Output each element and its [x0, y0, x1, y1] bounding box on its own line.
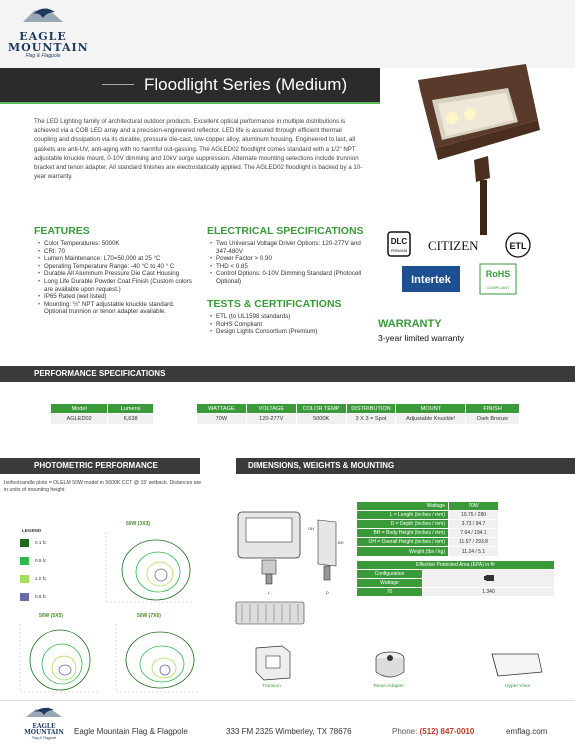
table-cell: Weight (lbs / kg): [357, 547, 449, 556]
logo-text-eagle: EAGLE: [19, 30, 67, 43]
performance-heading: PERFORMANCE SPECIFICATIONS: [34, 369, 166, 378]
plot-label-3x3: 50W (3X3): [126, 521, 150, 527]
table-header: MOUNT: [396, 404, 466, 414]
intertek-logo: [402, 266, 460, 292]
photometric-caption: Isofootcandle plots = OLELM 50W model in 5000K CCT @ 15' setback. Distances are in units of mounting height: [4, 480, 202, 493]
isofootcandle-plot-5x5: [14, 620, 104, 696]
svg-text:D: D: [326, 590, 329, 595]
plot-label-5x5: 50W (5X5): [39, 613, 63, 619]
table-cell: Wattage: [357, 579, 423, 588]
footer-logo-mountain: MOUNTAIN: [24, 729, 64, 736]
table-cell: Adjustable Knuckle¹: [396, 414, 466, 425]
citizen-logo: CITIZEN: [428, 238, 479, 253]
table-header: FINISH: [466, 404, 520, 414]
table-cell: 1.340: [423, 588, 555, 597]
list-item: • Long Life Durable Powder Coat Finish (Custom colors are available upon request.): [38, 278, 198, 293]
electrical-list: [210, 240, 370, 286]
list-item: • Color Temperatures: 5000K: [38, 240, 198, 248]
footer-logo-eagle: EAGLE: [32, 723, 56, 730]
legend-item: [20, 557, 46, 565]
legend-label: 0.5 fc: [35, 558, 47, 564]
table-cell: 5000K: [296, 414, 346, 425]
intro-paragraph: The LED Lighting family of architectural outdoor products. Excellent optical performance in multiple distributions is achieved via a COB LED array and a precision-engineered reflector. LED life is assured through efficient thermal coupling and dissipation via its durable, pressure die-cast, low-copper alloy, aluminum housing. Engineered to last, all gaskets are anti-UV, anti-aging with no harmful out-gassing. The AGLED02 floodlight comes standard with a 1/2" NPT adjustable knuckle mount, 0-10V dimming and 10kV surge suppression. Alternate mounting selections include trunnion bracket and tenon adapter. All standard finishes are electrostatically applied. The AGLED02 floodlight is backed by a 10-year warranty.: [34, 118, 363, 181]
list-item: • Control Options: 0-10V Dimming Standard (Photocell Optional): [210, 270, 370, 285]
title-accent-line: [0, 102, 380, 104]
legend-label: 0.6 fc: [35, 594, 47, 600]
svg-text:PREMIUM: PREMIUM: [390, 249, 408, 253]
svg-text:OH: OH: [308, 526, 314, 531]
footer-company: Eagle Mountain Flag & Flagpole: [74, 727, 188, 736]
trunnion-image: [252, 642, 294, 682]
fixture-top-view: [234, 600, 306, 626]
floodlight-product-image: [408, 60, 548, 245]
tests-list: [210, 313, 370, 336]
table-row: [357, 502, 499, 511]
rohs-logo: [480, 264, 516, 294]
svg-text:ETL: ETL: [509, 241, 527, 251]
accessory-label-upper-visor: Upper Visor: [505, 684, 531, 689]
table-header: Lumens: [108, 404, 154, 414]
table-row: [357, 588, 555, 597]
epa-heading: Effective Protected Area (EPA) in ft²: [357, 561, 555, 570]
electrical-heading: ELECTRICAL SPECIFICATIONS: [207, 225, 364, 237]
table-cell: 11.57 / 293.8: [449, 538, 499, 547]
table-row: [357, 529, 499, 538]
table-cell: D = Depth (inches / mm): [357, 520, 449, 529]
legend-item: [20, 593, 46, 601]
table-cell: 70W: [197, 414, 247, 425]
table-row: [357, 520, 499, 529]
table-cell: 3.73 / 94.7: [449, 520, 499, 529]
upper-visor-image: [488, 648, 546, 682]
company-logo: [8, 4, 89, 59]
list-item: • Mounting: ½" NPT adjustable knuckle standard. Optional trunnion or tenon adapter available.: [38, 301, 198, 316]
list-item: • Design Lights Consortium (Premium): [210, 328, 370, 336]
legend-swatch: [20, 557, 29, 565]
table-cell: AGLED02: [51, 414, 108, 425]
table-cell: BH = Body Height (inches / mm): [357, 529, 449, 538]
performance-band: [0, 366, 575, 382]
features-heading: FEATURES: [34, 225, 90, 237]
table-cell: 3 X 3 = Spot: [346, 414, 396, 425]
page-footer: [0, 700, 575, 744]
phone-label: Phone:: [392, 727, 418, 736]
legend-swatch: [20, 575, 29, 583]
footer-website-link[interactable]: emflag.com: [506, 727, 548, 736]
tenon-adapter-image: [372, 648, 408, 684]
table-row: [357, 547, 499, 556]
list-item: • ETL (to UL1598 standards): [210, 313, 370, 321]
svg-text:BH: BH: [338, 540, 344, 545]
table-cell: 120-277V: [246, 414, 296, 425]
table-header: Model: [51, 404, 108, 414]
table-row: [197, 414, 520, 425]
dimensions-band: [236, 458, 575, 474]
footer-phone[interactable]: [392, 727, 474, 736]
table-row: [357, 538, 499, 547]
svg-text:Intertek: Intertek: [411, 274, 451, 286]
table-cell: Configuration: [357, 570, 423, 579]
eagle-icon: [21, 4, 65, 26]
list-item: • Operating Temperature Range: -40 °C to 40 ° C: [38, 263, 198, 271]
table-row: [357, 511, 499, 520]
svg-text:DLC: DLC: [390, 237, 408, 246]
legend-label: 1.0 fc: [35, 576, 47, 582]
legend-label: 0.1 fc: [35, 540, 47, 546]
table-cell: OH = Overall Height (inches / mm): [357, 538, 449, 547]
table-row: [357, 570, 555, 579]
table-header: COLOR TEMP: [296, 404, 346, 414]
dimensions-heading: DIMENSIONS, WEIGHTS & MOUNTING: [248, 461, 395, 470]
logo-text-mountain: MOUNTAIN: [8, 41, 89, 54]
table-header: DISTRIBUTION: [346, 404, 396, 414]
legend-item: [20, 539, 46, 547]
footer-address: 333 FM 2325 Wimberley, TX 78676: [226, 727, 352, 736]
table-cell: L = Length (inches / mm): [357, 511, 449, 520]
list-item: • Durable All Aluminum Pressure Die Cast Housing: [38, 270, 198, 278]
list-item: • RoHS Compliant: [210, 321, 370, 329]
etl-logo: [506, 233, 530, 257]
title-bar: [0, 68, 380, 102]
certification-logos: [384, 228, 554, 298]
table-cell: 70W: [449, 502, 499, 511]
isofootcandle-plot-7x6: [110, 620, 202, 696]
table-header: VOLTAGE: [246, 404, 296, 414]
features-list: [38, 240, 198, 316]
warranty-heading: WARRANTY: [378, 318, 442, 330]
dimensions-table: [356, 501, 499, 557]
photometric-band: [0, 458, 200, 474]
table-cell: Dark Bronze: [466, 414, 520, 425]
isofootcandle-plot-3x3: [100, 528, 198, 606]
legend-heading: LEGEND: [22, 528, 42, 533]
tests-heading: TESTS & CERTIFICATIONS: [207, 298, 342, 310]
table-cell: 70: [357, 588, 423, 597]
table-cell: 6,638: [108, 414, 154, 425]
table-cell: 10.75 / 280: [449, 511, 499, 520]
model-table: [50, 403, 154, 425]
specs-table: [196, 403, 520, 425]
page-header: [0, 0, 575, 68]
legend-item: [20, 575, 46, 583]
table-cell: 11.24 / 5.1: [449, 547, 499, 556]
eagle-icon: [24, 705, 64, 719]
table-cell: Wattage: [357, 502, 449, 511]
list-item: • THD < 0.85: [210, 263, 370, 271]
fixture-drawing: [232, 500, 350, 598]
page-title: Floodlight Series (Medium): [144, 75, 348, 94]
svg-text:L: L: [268, 590, 271, 595]
table-cell: 7.64 / 194.1: [449, 529, 499, 538]
logo-tagline: Flag & Flagpole: [25, 53, 61, 59]
legend-swatch: [20, 593, 29, 601]
list-item: • CRI: 70: [38, 248, 198, 256]
list-item: • Power Factor > 0.90: [210, 255, 370, 263]
footer-logo: [24, 705, 64, 740]
photometric-heading: PHOTOMETRIC PERFORMANCE: [34, 461, 158, 470]
footer-logo-tagline: Flag & Flagpole: [31, 736, 57, 740]
dlc-logo: [388, 232, 410, 256]
legend-swatch: [20, 539, 29, 547]
epa-config-icon: [423, 570, 555, 588]
phone-number[interactable]: (512) 847-0010: [419, 727, 475, 736]
list-item: • Lumen Maintenance: L70=50,000 at 25 °C: [38, 255, 198, 263]
table-row: [51, 414, 154, 425]
svg-text:RoHS: RoHS: [485, 269, 511, 279]
warranty-text: 3-year limited warranty: [378, 333, 464, 343]
accessory-label-tenon-adapter: Tenon Adapter: [373, 684, 404, 689]
svg-text:COMPLIANT: COMPLIANT: [486, 285, 510, 290]
accessory-label-trunnion: Trunnion: [262, 684, 281, 689]
list-item: • IP65 Rated (wet listed): [38, 293, 198, 301]
table-header: WATTAGE: [197, 404, 247, 414]
title-divider: [102, 84, 134, 85]
epa-table: [356, 560, 555, 597]
plot-label-7x6: 50W (7X6): [137, 613, 161, 619]
list-item: • Two Universal Voltage Driver Options: 120-277V and 347-480V: [210, 240, 370, 255]
